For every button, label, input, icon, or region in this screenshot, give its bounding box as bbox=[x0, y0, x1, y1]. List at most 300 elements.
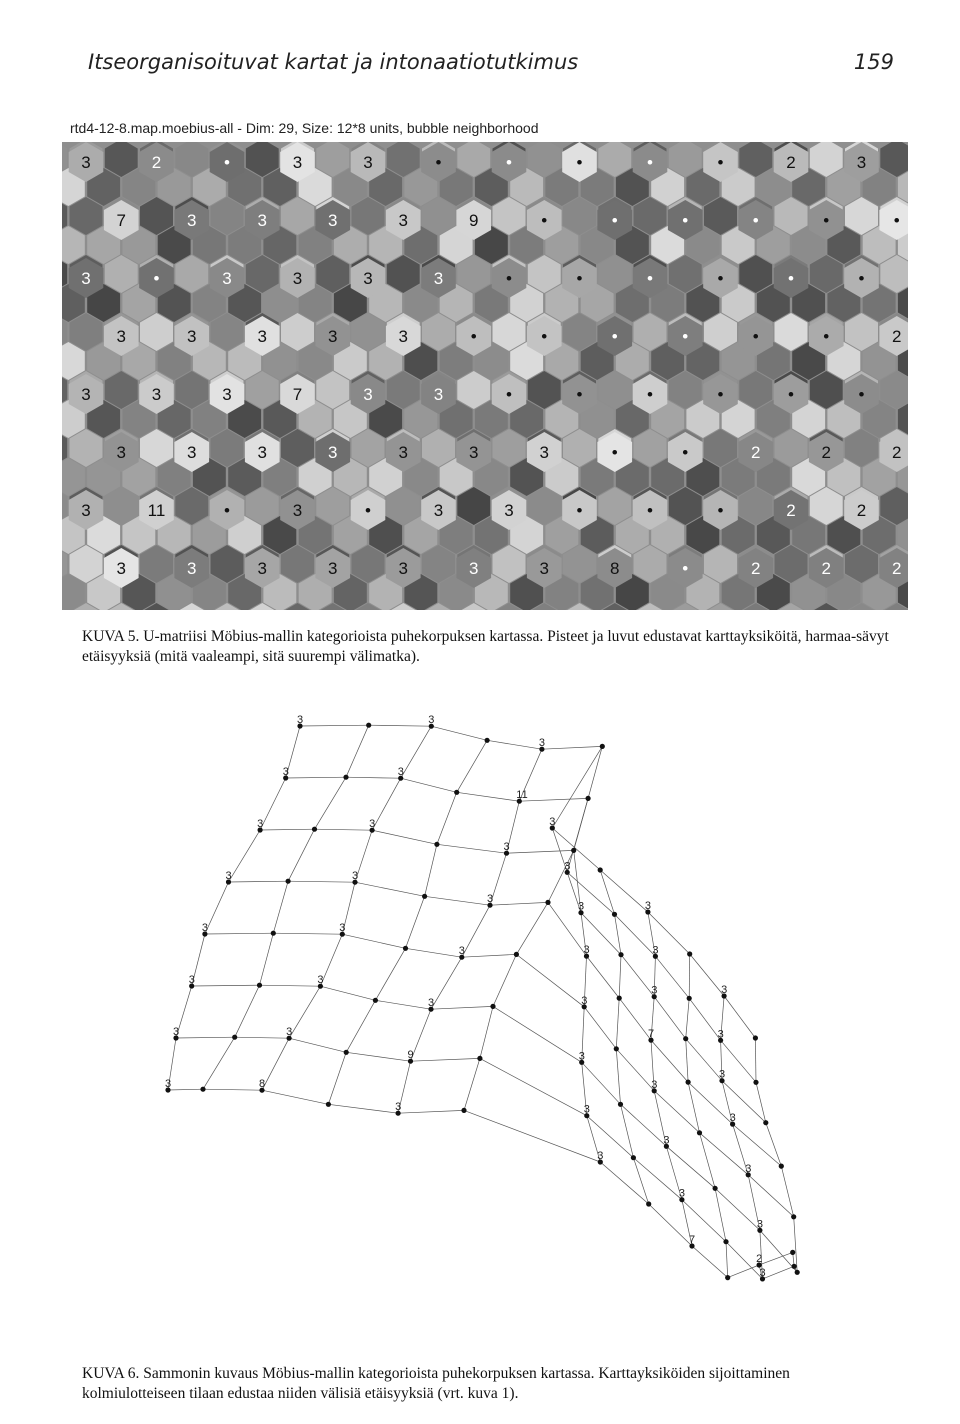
network-node-label: 3 bbox=[678, 1187, 686, 1200]
distance-cell bbox=[845, 313, 878, 351]
network-edge bbox=[425, 896, 490, 905]
map-unit-label: 3 bbox=[398, 211, 408, 230]
network-edge bbox=[686, 998, 690, 1038]
network-edge bbox=[369, 725, 432, 726]
network-edge bbox=[300, 725, 369, 726]
network-node-label: 3 bbox=[644, 900, 652, 912]
map-unit-label: • bbox=[153, 269, 160, 288]
distance-cell bbox=[352, 429, 385, 467]
distance-cell bbox=[704, 545, 737, 583]
network-edge bbox=[260, 778, 286, 830]
network-edge bbox=[355, 882, 425, 896]
network-edge bbox=[411, 1058, 480, 1061]
map-unit-label: 2 bbox=[751, 559, 761, 578]
network-node bbox=[795, 1270, 800, 1275]
distance-cell bbox=[457, 487, 490, 525]
network-node-label: 3 bbox=[651, 1078, 658, 1091]
network-node-label: 3 bbox=[652, 944, 659, 957]
network-node bbox=[725, 1275, 730, 1280]
map-unit-label: 8 bbox=[610, 559, 620, 578]
map-unit-label: 3 bbox=[187, 211, 197, 230]
network-node-label: 3 bbox=[317, 974, 324, 987]
network-edge bbox=[346, 725, 369, 777]
network-node-label: 3 bbox=[538, 737, 546, 750]
network-edge bbox=[286, 777, 346, 778]
map-unit-label: 2 bbox=[786, 153, 796, 172]
network-edge bbox=[192, 985, 260, 986]
distance-cell bbox=[175, 487, 208, 525]
network-edge bbox=[457, 740, 487, 792]
network-edge bbox=[616, 998, 619, 1049]
network-node-label: 3 bbox=[428, 714, 435, 727]
map-unit-label: 3 bbox=[539, 443, 549, 462]
network-node-label: 3 bbox=[458, 945, 465, 958]
distance-cell bbox=[70, 313, 103, 351]
network-node-label: 3 bbox=[188, 974, 195, 986]
network-node bbox=[614, 1046, 619, 1051]
map-unit-label: 3 bbox=[363, 385, 373, 404]
distance-cell bbox=[70, 197, 103, 235]
network-node bbox=[617, 996, 622, 1001]
distance-cell bbox=[175, 371, 208, 409]
network-edge bbox=[342, 934, 405, 948]
map-unit-label: • bbox=[682, 559, 689, 578]
map-unit-label: • bbox=[541, 211, 548, 230]
network-node-label: 3 bbox=[578, 1050, 585, 1063]
network-edge bbox=[462, 954, 517, 957]
network-node-label: 3 bbox=[663, 1134, 670, 1147]
map-unit-label: • bbox=[365, 501, 371, 520]
distance-cell bbox=[211, 313, 244, 351]
distance-cell bbox=[246, 255, 279, 293]
sammon-mapping-network bbox=[160, 700, 820, 1300]
distance-cell bbox=[387, 487, 420, 525]
network-node-label: 3 bbox=[428, 997, 435, 1010]
network-node bbox=[257, 983, 262, 988]
network-edge bbox=[229, 881, 289, 882]
network-node bbox=[461, 1108, 466, 1113]
map-unit-label: • bbox=[435, 153, 442, 172]
network-node bbox=[686, 1080, 691, 1085]
map-unit-label: 2 bbox=[892, 443, 902, 462]
map-unit-label: 3 bbox=[187, 443, 197, 462]
network-edge bbox=[582, 1062, 621, 1104]
network-node-label: 9 bbox=[407, 1049, 414, 1062]
network-node-label: 3 bbox=[756, 1218, 764, 1231]
network-edge bbox=[315, 829, 373, 830]
map-unit-label: • bbox=[611, 211, 618, 230]
map-unit-label: • bbox=[788, 269, 794, 288]
network-edge bbox=[700, 1133, 752, 1175]
network-node bbox=[598, 867, 603, 872]
network-node bbox=[792, 1264, 797, 1269]
distance-cell bbox=[528, 487, 561, 525]
network-edge bbox=[724, 996, 755, 1038]
map-unit-label: • bbox=[611, 443, 618, 462]
network-edge bbox=[437, 844, 507, 853]
network-node bbox=[434, 842, 439, 847]
network-edge bbox=[516, 902, 548, 954]
network-node-label: 3 bbox=[165, 1078, 172, 1090]
network-edge bbox=[689, 954, 690, 998]
network-edge bbox=[755, 1038, 756, 1082]
map-unit-label: 3 bbox=[116, 559, 126, 578]
map-unit-label: • bbox=[506, 153, 512, 172]
distance-cell bbox=[598, 255, 631, 293]
network-node bbox=[200, 1087, 205, 1092]
distance-cell bbox=[598, 487, 631, 525]
network-node bbox=[646, 1201, 651, 1206]
network-edge bbox=[519, 798, 588, 801]
network-edge bbox=[398, 1110, 464, 1113]
network-node bbox=[687, 951, 692, 956]
distance-cell bbox=[175, 255, 208, 293]
map-unit-label: • bbox=[682, 327, 689, 346]
network-edge bbox=[289, 1038, 346, 1052]
network-node-label: 3 bbox=[397, 766, 404, 779]
distance-cell bbox=[422, 313, 455, 351]
network-node-label: 3 bbox=[581, 994, 588, 1007]
map-unit-label: 3 bbox=[539, 559, 549, 578]
distance-cell bbox=[598, 371, 631, 409]
map-unit-label: • bbox=[576, 385, 583, 404]
map-unit-label: • bbox=[576, 269, 583, 288]
distance-cell bbox=[105, 255, 138, 293]
network-edge bbox=[320, 934, 342, 986]
map-unit-label: • bbox=[858, 385, 865, 404]
network-node bbox=[618, 1102, 623, 1107]
network-edge bbox=[372, 778, 401, 830]
network-node bbox=[271, 931, 276, 936]
distance-cell bbox=[563, 429, 596, 467]
map-unit-label: 3 bbox=[257, 327, 267, 346]
distance-cell bbox=[316, 371, 349, 409]
map-unit-label: 3 bbox=[222, 269, 232, 288]
distance-cell bbox=[246, 371, 279, 409]
network-node-label: 11 bbox=[516, 789, 528, 802]
network-edge bbox=[406, 948, 462, 957]
network-node bbox=[753, 1080, 758, 1085]
map-unit-label: 3 bbox=[81, 269, 91, 288]
network-edge bbox=[686, 1039, 722, 1081]
distance-cell bbox=[140, 429, 173, 467]
map-unit-label: • bbox=[682, 211, 689, 230]
distance-cell bbox=[246, 487, 279, 525]
distance-cell bbox=[845, 197, 878, 235]
network-edge bbox=[616, 1049, 654, 1091]
map-unit-label: 3 bbox=[81, 153, 91, 172]
network-edge bbox=[346, 777, 401, 778]
network-edge bbox=[401, 726, 432, 778]
map-unit-label: 3 bbox=[292, 269, 303, 288]
map-unit-label: • bbox=[717, 385, 724, 404]
network-edge bbox=[203, 1037, 235, 1089]
network-node bbox=[586, 796, 591, 801]
network-node-label: 3 bbox=[352, 870, 359, 883]
map-unit-label: 3 bbox=[257, 443, 267, 462]
network-edge bbox=[229, 830, 261, 882]
network-node-label: 3 bbox=[225, 870, 232, 882]
network-edge bbox=[748, 1175, 794, 1217]
distance-cell bbox=[140, 197, 173, 235]
map-unit-label: • bbox=[858, 269, 865, 288]
distance-cell bbox=[493, 197, 526, 235]
map-unit-label: 3 bbox=[363, 153, 373, 172]
network-edge bbox=[289, 986, 320, 1038]
map-unit-label: 2 bbox=[892, 559, 902, 578]
distance-cell bbox=[563, 545, 596, 583]
network-edge bbox=[328, 1052, 346, 1104]
map-unit-label: 3 bbox=[398, 327, 408, 346]
network-node bbox=[791, 1214, 796, 1219]
network-node bbox=[790, 1250, 795, 1255]
distance-cell bbox=[352, 545, 385, 583]
distance-cell bbox=[669, 255, 702, 293]
distance-cell bbox=[493, 429, 526, 467]
network-edge bbox=[621, 955, 654, 997]
network-node-label: 3 bbox=[759, 1266, 766, 1279]
network-node-label: 7 bbox=[648, 1028, 655, 1041]
network-edge bbox=[401, 778, 457, 792]
network-edge bbox=[654, 1091, 699, 1133]
network-edge bbox=[328, 1104, 398, 1113]
network-edge bbox=[260, 933, 274, 985]
map-unit-label: • bbox=[576, 501, 583, 520]
network-node bbox=[545, 900, 550, 905]
network-edge bbox=[406, 896, 425, 948]
network-node-label: 3 bbox=[257, 818, 264, 830]
map-unit-label: 3 bbox=[433, 501, 444, 520]
network-edge bbox=[756, 1082, 766, 1122]
network-node bbox=[713, 1186, 718, 1191]
network-node bbox=[618, 952, 623, 957]
network-node-label: 7 bbox=[689, 1234, 696, 1246]
network-edge bbox=[655, 956, 689, 998]
distance-cell bbox=[669, 487, 702, 525]
map-unit-label: • bbox=[788, 385, 794, 404]
network-node-label: 3 bbox=[549, 816, 556, 828]
network-edge bbox=[728, 1265, 759, 1278]
network-node bbox=[571, 848, 576, 853]
network-edge bbox=[619, 955, 621, 998]
network-edge bbox=[781, 1166, 793, 1217]
network-edge bbox=[464, 1110, 600, 1162]
network-node-label: 3 bbox=[173, 1026, 180, 1038]
map-unit-label: 3 bbox=[328, 559, 338, 578]
network-edge bbox=[584, 1007, 616, 1049]
network-edge bbox=[507, 850, 574, 853]
map-unit-label: • bbox=[682, 443, 689, 462]
network-edge bbox=[320, 986, 375, 1000]
network-edge bbox=[542, 746, 602, 749]
network-edge bbox=[721, 1040, 756, 1082]
distance-cell bbox=[563, 313, 596, 351]
map-unit-label: 3 bbox=[433, 269, 444, 288]
network-edge bbox=[235, 985, 260, 1037]
network-node-label: 3 bbox=[717, 1028, 724, 1041]
network-edge bbox=[688, 1082, 699, 1133]
network-edge bbox=[654, 997, 686, 1039]
network-edge bbox=[273, 881, 288, 933]
network-node-label: 3 bbox=[597, 1150, 604, 1162]
map-unit-label: 3 bbox=[856, 153, 867, 172]
network-edge bbox=[203, 1089, 262, 1090]
network-edge bbox=[763, 1266, 795, 1279]
map-unit-label: 3 bbox=[398, 443, 408, 462]
network-node bbox=[326, 1102, 331, 1107]
network-node bbox=[697, 1130, 702, 1135]
map-unit-label: 3 bbox=[292, 501, 303, 520]
network-node bbox=[631, 1155, 636, 1160]
map-unit-label: • bbox=[611, 327, 618, 346]
network-edge bbox=[574, 798, 588, 850]
map-unit-label: 3 bbox=[469, 559, 479, 578]
network-edge bbox=[715, 1188, 760, 1230]
distance-cell bbox=[105, 487, 138, 525]
distance-cell bbox=[352, 313, 385, 351]
distance-cell bbox=[281, 545, 314, 583]
distance-cell bbox=[140, 545, 173, 583]
map-unit-label: 2 bbox=[786, 501, 796, 520]
network-edge bbox=[431, 726, 487, 740]
network-node bbox=[344, 1050, 349, 1055]
network-edge bbox=[260, 985, 321, 986]
map-unit-label: 3 bbox=[469, 443, 479, 462]
distance-cell bbox=[422, 429, 455, 467]
network-node bbox=[422, 894, 427, 899]
distance-cell bbox=[845, 429, 878, 467]
network-edge bbox=[686, 1039, 688, 1082]
network-edge bbox=[493, 1006, 582, 1062]
network-edge bbox=[346, 1000, 375, 1052]
distance-cell bbox=[422, 197, 455, 235]
network-edge bbox=[726, 1242, 728, 1278]
network-edge bbox=[651, 1040, 688, 1082]
map-unit-label: • bbox=[893, 211, 900, 230]
network-edge bbox=[457, 792, 520, 801]
network-edge bbox=[587, 1116, 634, 1158]
network-edge bbox=[260, 829, 314, 830]
network-edge bbox=[288, 829, 314, 881]
distance-cell bbox=[528, 255, 561, 293]
map-unit-label: • bbox=[823, 327, 830, 346]
distance-cell bbox=[634, 313, 667, 351]
distance-cell bbox=[775, 313, 808, 351]
map-unit-label: • bbox=[717, 501, 724, 520]
map-unit-label: 3 bbox=[328, 327, 338, 346]
distance-cell bbox=[387, 255, 420, 293]
umatrix-title: rtd4-12-8.map.moebius-all - Dim: 29, Size: 12*8 units, bubble neighborhood bbox=[70, 120, 539, 136]
map-unit-label: 3 bbox=[398, 559, 408, 578]
distance-cell bbox=[352, 197, 385, 235]
network-edge bbox=[600, 870, 648, 912]
network-edge bbox=[487, 740, 542, 749]
map-unit-label: • bbox=[470, 327, 477, 346]
network-edge bbox=[262, 1038, 289, 1090]
map-unit-label: 3 bbox=[328, 211, 338, 230]
map-unit-label: 3 bbox=[328, 443, 338, 462]
distance-cell bbox=[105, 371, 138, 409]
network-edge bbox=[375, 1000, 431, 1009]
network-edge bbox=[464, 1058, 480, 1110]
distance-cell bbox=[810, 371, 843, 409]
network-edge bbox=[425, 844, 437, 896]
network-edge bbox=[516, 954, 584, 1006]
network-node-label: 3 bbox=[721, 984, 728, 996]
network-edge bbox=[288, 881, 355, 882]
distance-cell bbox=[493, 545, 526, 583]
map-unit-label: 2 bbox=[821, 559, 831, 578]
network-node-label: 3 bbox=[745, 1162, 752, 1175]
network-node bbox=[366, 723, 371, 728]
network-edge bbox=[700, 1133, 716, 1189]
distance-cell bbox=[211, 429, 244, 467]
map-unit-label: 2 bbox=[856, 501, 867, 520]
running-head: Itseorganisoituvat kartat ja intonaatiotutkimus bbox=[88, 50, 579, 74]
network-node bbox=[687, 996, 692, 1001]
network-node bbox=[514, 952, 519, 957]
network-edge bbox=[262, 1090, 328, 1104]
map-unit-label: 2 bbox=[751, 443, 761, 462]
distance-cell bbox=[316, 255, 349, 293]
network-node-label: 3 bbox=[201, 922, 209, 934]
map-unit-label: • bbox=[224, 153, 230, 172]
network-edge bbox=[480, 1058, 587, 1115]
network-node bbox=[232, 1035, 237, 1040]
network-edge bbox=[548, 850, 574, 902]
map-unit-label: 3 bbox=[81, 385, 91, 404]
network-edge bbox=[168, 1089, 203, 1090]
network-edge bbox=[372, 830, 437, 844]
network-edge bbox=[315, 777, 347, 829]
map-unit-label: 2 bbox=[151, 153, 162, 172]
network-edge bbox=[587, 956, 620, 998]
network-edge bbox=[552, 746, 602, 828]
distance-cell bbox=[281, 197, 314, 235]
map-unit-label: 3 bbox=[187, 559, 197, 578]
network-node bbox=[763, 1120, 768, 1125]
network-edge bbox=[621, 1104, 670, 1147]
network-node bbox=[403, 946, 408, 951]
distance-cell bbox=[669, 371, 702, 409]
network-node bbox=[312, 827, 317, 832]
umatrix-hex-grid bbox=[62, 142, 908, 610]
distance-cell bbox=[845, 545, 878, 583]
network-edge bbox=[690, 954, 724, 996]
network-node-label: 3 bbox=[286, 1026, 293, 1039]
network-edge bbox=[715, 1188, 726, 1241]
distance-cell bbox=[457, 255, 490, 293]
network-edge bbox=[375, 948, 405, 1000]
distance-cell bbox=[704, 313, 737, 351]
network-node bbox=[779, 1164, 784, 1169]
distance-cell bbox=[281, 313, 314, 351]
map-unit-label: 3 bbox=[257, 559, 267, 578]
umatrix-figure bbox=[62, 142, 908, 610]
network-node-label: 3 bbox=[282, 766, 289, 778]
map-unit-label: 7 bbox=[116, 211, 126, 230]
distance-cell bbox=[739, 371, 772, 409]
network-node-label: 3 bbox=[369, 818, 376, 831]
network-edge bbox=[692, 1246, 728, 1278]
network-edge bbox=[649, 1204, 692, 1246]
map-unit-label: • bbox=[647, 385, 653, 404]
network-edge bbox=[480, 1006, 493, 1058]
distance-cell bbox=[457, 371, 490, 409]
network-node-label: 8 bbox=[259, 1078, 266, 1091]
map-unit-label: • bbox=[541, 327, 548, 346]
distance-cell bbox=[387, 371, 420, 409]
